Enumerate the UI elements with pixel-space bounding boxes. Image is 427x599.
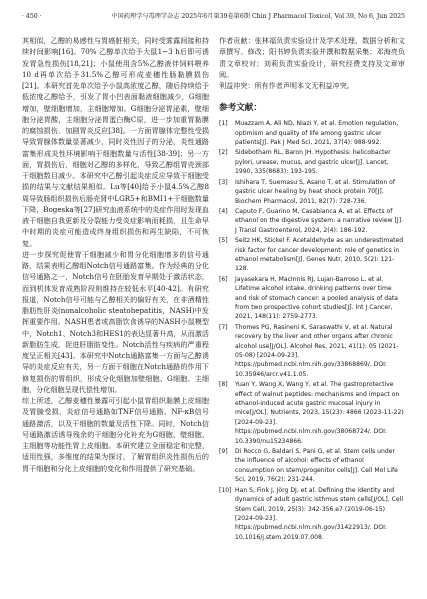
author-contribution: 作者贡献：张林福负责实验设计及学术处理、数据分析和文章撰写、修改；阳书婷负责实验并撰和数据采集；邓海亮负责文章校对；刘莉负责实验设计，研究经费支持及文章审阅。 (219, 36, 405, 79)
reference-item (219, 178, 405, 206)
reference-list (219, 119, 405, 542)
reference-item (219, 486, 405, 542)
reference-item (219, 323, 405, 379)
left-column (22, 35, 209, 474)
reference-text: Seitz HK, Stickel F. Acetaldehyde as an underestimated risk factor for cancer development: role of genetics in ethanol metabolism[J]. Genes Nutr, 2010, 5(2): 121-128. (235, 237, 404, 273)
reference-number: [3] (219, 178, 228, 186)
reference-number: [6] (219, 275, 228, 283)
reference-number: [5] (219, 237, 228, 245)
reference-item (219, 380, 405, 446)
references-heading: 参考文献： (219, 103, 262, 114)
body-paragraph-discussion: 其相似，乙醇的易感性与胃癌脏相关，同时受雾露间接和持续时间影响[16]。70% 乙醇单次给予大鼠1~3 h后即可诱发胃急性损伤[18,21]；小鼠使用含5%乙醇液伴饲料喂养10 d再单次给予31.5%乙醇可形成麦穗性肠黏膜损伤[21]。本研究首先单次给予小鼠高浓度乙醇，随后持续给予低浓度乙醇给予，引发了胃小凹表面黏液细胞减少，G细胞增加，壁细胞增加，主细胞增加。G细胞分泌胃泌素，壁细胞分泌胃酸，主细胞分泌胃蛋白酶C原，进一步加重胃黏膜的腐蚀损伤，加剧胃炎反应[38]。一方面胃腺体完整性受损导致胃腺体数量显著减少，同时炎性因子的分泌，炎性通路富集形成炎性环境影响干细胞数量与活性[38-39]；另一方面，胃损伤后，细胞对乙醇的多样化，导致乙醇组胃壳颈部干细胞数目减少。本研究中乙醇引起炎症反应导致干细胞受损的结果与文献结果相似。Lu等[40]给予小鼠4.5%乙醇8周导致肠组织损伤后肠壳肾中LGR5+和BMI1+干细胞数量下降，Bogeska等[27]研究血液系统中的炎症作用时发现血液干细胞自我更新及分裂能力受炎症影响而耗损，且生命早中时期的炎症可能造成终身组织损伤和再生缺陷，不可恢复。 (22, 36, 209, 248)
journal-citation: 中国药理学与毒理学杂志 2025年6月第39卷第6期 Chin J Pharmacol Toxicol, Vol 39, No 6, Jun 2025 (111, 13, 405, 20)
page-number: · 450 · (22, 13, 42, 20)
body-paragraph-notch: 进一步探究促使胃干细胞减少和胃分化细胞增多的信号通路，结果表明乙醇组Notch信号通路富集。作为经典的分化信号通路之一，Notch信号在胚胎发育早期处于激活状态，而到机体发育成熟阶段则维持在较低水平[40-42]。有研究报道，Notch信号可能与乙醇相关的偏好有关，在非酒精性脂肪性肝炎(nonalcoholic steatohepatitis，NASH)中发挥重要作用。NASH患者或高脂饮食诱导的NASH小鼠模型中，Notch1、Notch3和HES1的表达显著升高，从而激活新脂肪生成，促进肝脂肪变性。Notch活性与疾病的严重程度呈正相关[43]。本研究中Notch通路富集一方面与乙醇诱导的炎症反应有关，另一方面干细胞在Notch通路的作用下修复损伤的胃组织，形成分化细胞加壁细胞、G细胞、主细胞，分化细胞呈现代偿性增加。 (22, 249, 210, 394)
reference-text: Di Rocco G, Baldari S, Pani G, et al. Stem cells under the influence of alcohol: effects of ethanol consumption on stem/progenitor cells[J]. Cell Mol Life Sci, 2019, 76(2): 231-244. (235, 448, 398, 484)
reference-number: [9] (219, 448, 228, 456)
reference-number: [7] (219, 323, 228, 331)
reference-item (219, 119, 405, 147)
right-column (219, 35, 405, 543)
running-header (22, 10, 405, 24)
reference-item (219, 275, 405, 322)
reference-number: [8] (219, 381, 228, 389)
conflict-of-interest: 利益冲突：所有作者声明本文无利益冲突。 (219, 81, 354, 90)
reference-text: Sidebotham RL, Baron JH. Hypothesis: helicobacter pylori, urease, mucus, and gastric ulcer[J]. Lancet, 1990, 335(8683): 193-195. (235, 149, 391, 176)
reference-number: [4] (219, 207, 228, 215)
body-paragraph-conclusion: 综上所述，乙醇麦穗性暴露可引起小鼠胃组织黏膜上皮细胞及胃腺受损，炎症信号通路如TNF信号通路、NF-κB信号通路激活，以及干细胞的数量及活性下降。同时，Notch信号通路激活诱导残余的干细胞分化补充为G细胞、壁细胞、主细胞等功能性胃上皮细胞。本研究建立全面稳定和完整，适用性强，多维度的结果为探讨，了解胃组织炎性损伤后的胃干细胞和分化上皮细胞的变化和作用提供了研究基础。 (22, 396, 209, 473)
reference-text: Han S, Fink J, Jörg DJ, et al. Defining the identity and dynamics of adult gastric isthmus stem cells[J/OL]. Cell Stem Cell, 2019, 25(3): 342-356.e7 (2019-06-15) [2024-09-23]. https://pubmed.ncbi.nlm.nih.gov/31422913/. DOI: 10.1016/j.stem.2019.07.008. (235, 486, 404, 541)
reference-item (219, 148, 405, 176)
reference-number: [10] (219, 486, 232, 494)
reference-text: Muazzam A, Ali ND, Niazi Y, et al. Emotion regulation, optimism and quality of life among gastric ulcer patients[J]. Pak J Med Sci, 2021, 37(4): 988-992. (235, 120, 399, 147)
reference-text: Ishihara T, Suemasu S, Asano T, et al. Stimulation of gastric ulcer healing by heat shock protein 70[J]. Biochem Pharmacol, 2011, 82(7): 728-736. (235, 178, 395, 205)
reference-text: Jayasekara H, MacInnis RJ, Lujan-Barroso L, et al. Lifetime alcohol intake, drinking patterns over time and risk of stomach cancer: a pooled analysis of data from two prospective cohort studies[J]. Int J Cancer, 2021, 148(11): 2759-2773. (235, 275, 398, 321)
reference-item (219, 447, 405, 485)
reference-number: [1] (219, 120, 228, 128)
reference-text: Caputo F, Guarino M, Casabianca A, et al. Effects of ethanol on the digestive system: a narrative review [J]. J Transl Gastroenterol, 2024, 2(4): 186-192. (235, 207, 404, 234)
reference-item (219, 236, 405, 274)
reference-text: Thomes PG, Rasineni K, Saraswathi V, et al. Natural recovery by the liver and other organs after chronic alcohol use[J/OL]. Alcohol Res, 2021, 41(1): 05 (2021-05-08) [2024-09-23]. https://pubmed.ncbi.nlm.nih.gov/33868869/. DOI: 10.35946/arcr.v41.1.05. (235, 323, 399, 378)
reference-text: Yuan Y, Wang X, Wang Y, et al. The gastroprotective effect of walnut peptides: mechanisms and impact on ethanol-induced acute gastric mucosal injury in mice[J/OL]. Nutrients, 2023, 15(23): 4866 (2023-11-22) [2024-09-23]. https://pubmed.ncbi.nlm.nih.gov/38068724/. DOI: 10.3390/nu15234866. (235, 381, 404, 445)
reference-number: [2] (219, 149, 228, 157)
reference-item (219, 207, 405, 235)
